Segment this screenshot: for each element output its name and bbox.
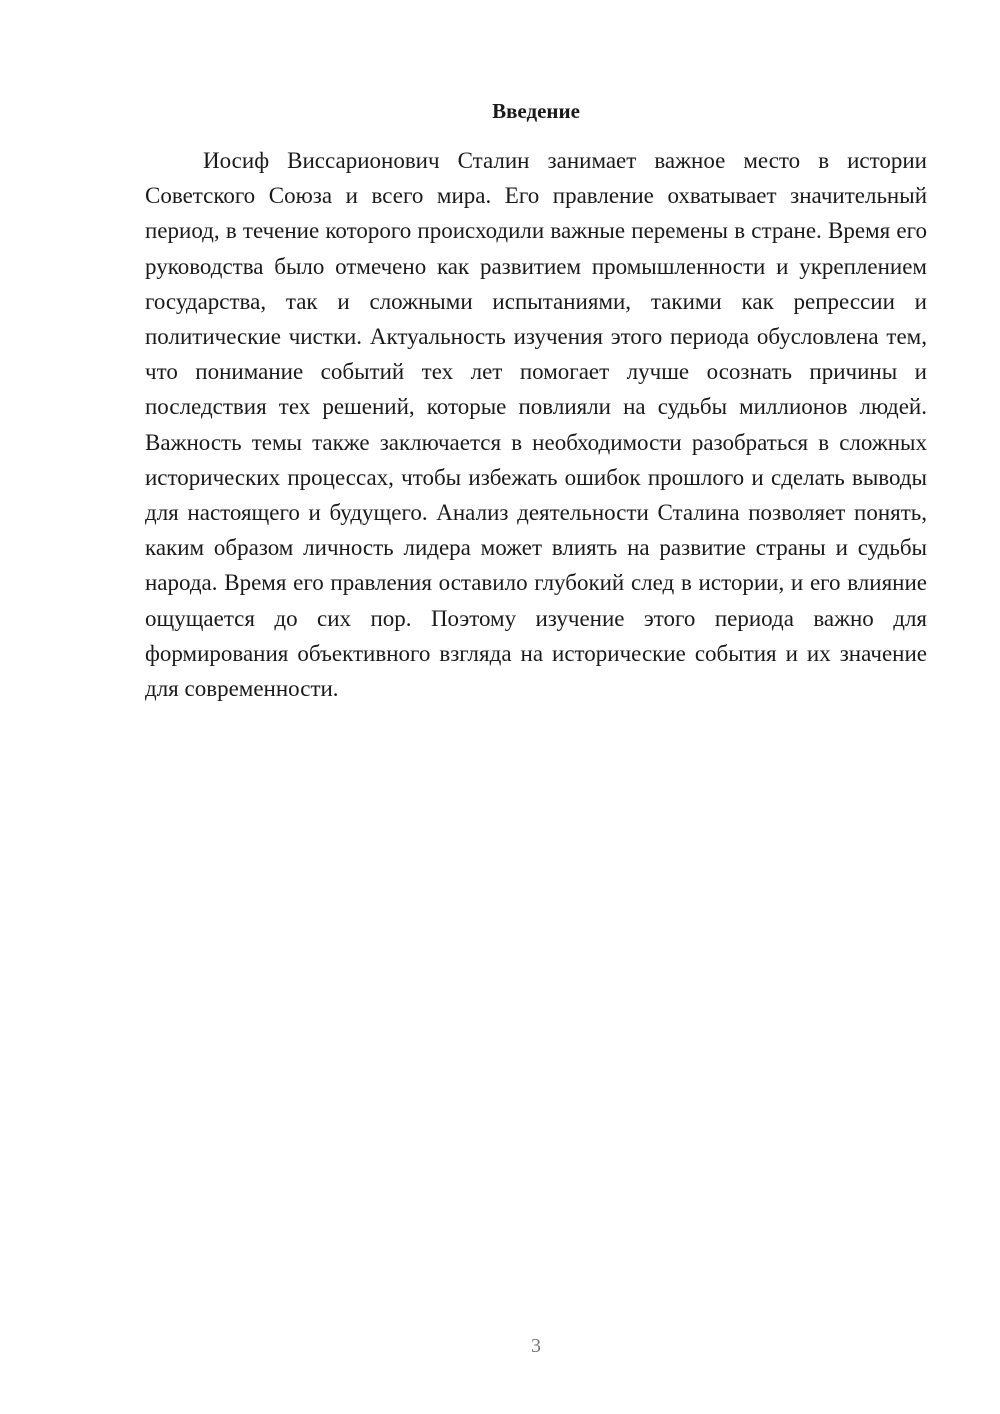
section-heading: Введение: [492, 99, 580, 123]
body-paragraph: Иосиф Виссарионович Сталин занимает важное место в истории Советского Союза и всего мира. Его правление охватывает значительный период, в течение которого происходили важные перемены в стране. Время его руководства было отмечено как развитием промышленности и укреплением государства, так и сложными испытаниями, такими как репрессии и политические чистки. Актуальность изучения этого периода обусловлена тем, что понимание событий тех лет помогает лучше осознать причины и последствия тех решений, которые повлияли на судьбы миллионов людей. Важность темы также заключается в необходимости разобраться в сложных исторических процессах, чтобы избежать ошибок прошлого и сделать выводы для настоящего и будущего. Анализ деятельности Сталина позволяет понять, каким образом личность лидера может влиять на развитие страны и судьбы народа. Время его правления оставило глубокий след в истории, и его влияние ощущается до сих пор. Поэтому изучение этого периода важно для формирования объективного взгляда на исторические события и их значение для современности.: [145, 148, 927, 702]
page-number: 3: [531, 1335, 541, 1357]
